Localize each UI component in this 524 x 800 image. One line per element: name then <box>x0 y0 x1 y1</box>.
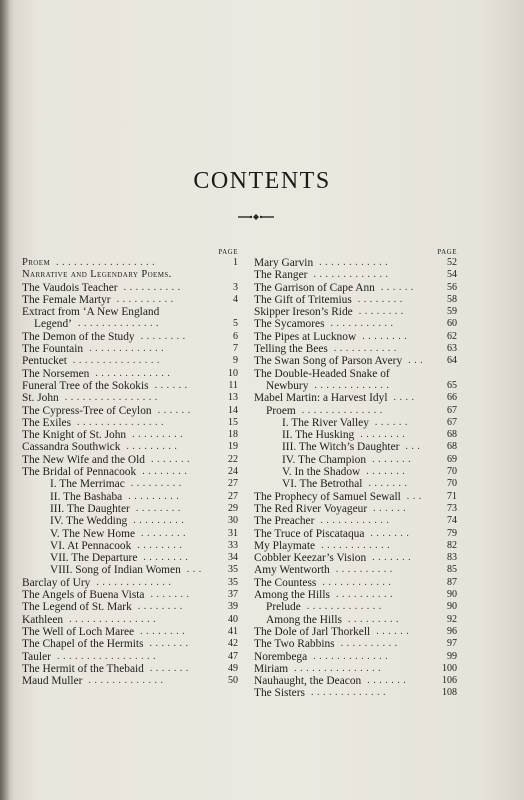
entry-title: The Female Martyr <box>22 293 111 306</box>
entry-title: The Legend of St. Mark <box>22 601 132 614</box>
dot-leader: ...... <box>373 502 410 514</box>
dot-leader: ........ <box>137 539 186 551</box>
contents-entry <box>22 318 238 330</box>
entry-title: The Knight of St. John <box>22 429 127 442</box>
contents-entry <box>254 478 457 490</box>
dot-leader: ...... <box>157 404 194 416</box>
dot-leader: ......... <box>128 490 183 502</box>
contents-entry <box>254 269 457 281</box>
entry-page-number: 56 <box>447 281 457 293</box>
dot-leader: ........ <box>360 429 409 441</box>
contents-entry <box>254 687 457 699</box>
entry-page-number: 82 <box>447 539 457 551</box>
contents-entry <box>254 515 457 527</box>
entry-page-number: 47 <box>228 650 238 662</box>
contents-entry <box>254 429 457 441</box>
entry-page-number: 83 <box>447 552 457 564</box>
entry-title: The Cypress-Tree of Ceylon <box>22 404 152 417</box>
entry-title: The New Wife and the Old <box>22 453 146 466</box>
contents-entry <box>22 478 238 490</box>
entry-title: The Demon of the Study <box>22 330 135 343</box>
entry-title: The Norsemen <box>22 367 90 380</box>
entry-title: Pentucket <box>22 355 67 368</box>
dot-leader: ........ <box>357 293 406 305</box>
entry-page-number: 67 <box>447 404 457 416</box>
dot-leader: ............ <box>320 515 393 527</box>
dot-leader: ... <box>408 355 427 367</box>
dot-leader: ........ <box>135 502 184 514</box>
entry-title: The Double-Headed Snake of <box>254 367 390 380</box>
contents-entry <box>254 294 457 306</box>
dot-leader: ............. <box>88 675 167 687</box>
entry-title: The Sycamores <box>254 318 325 331</box>
entry-page-number: 14 <box>228 404 238 416</box>
dot-leader: ... <box>186 564 205 576</box>
entry-page-number: 62 <box>447 330 457 342</box>
entry-title: The Gift of Tritemius <box>254 293 352 306</box>
entry-title: V. The New Home <box>50 527 135 540</box>
page-column-header: PAGE <box>437 248 457 256</box>
entry-title: VI. The Betrothal <box>282 478 363 491</box>
entry-page-number: 60 <box>447 318 457 330</box>
entry-title: II. The Husking <box>282 429 355 442</box>
contents-entry <box>254 282 457 294</box>
entry-page-number: 3 <box>233 281 238 293</box>
entry-page-number: 90 <box>447 589 457 601</box>
entry-title: Maud Muller <box>22 675 83 688</box>
page-gutter-shadow <box>0 0 10 800</box>
contents-entry <box>254 392 457 404</box>
entry-page-number: 106 <box>442 675 457 687</box>
entry-title: The Garrison of Cape Ann <box>254 281 375 294</box>
entry-page-number: 71 <box>447 490 457 502</box>
entry-title: The Exiles <box>22 416 72 429</box>
contents-column-left <box>22 247 238 687</box>
entry-page-number: 11 <box>228 379 238 391</box>
entry-page-number: 54 <box>447 269 457 281</box>
entry-page-number: 29 <box>228 502 238 514</box>
entry-page-number: 70 <box>447 466 457 478</box>
dot-leader: ....... <box>372 552 415 564</box>
entry-page-number: 22 <box>228 453 238 465</box>
dot-leader: ............. <box>313 650 392 662</box>
dot-leader: ...... <box>374 416 411 428</box>
entry-page-number: 49 <box>228 662 238 674</box>
contents-entry <box>22 355 238 367</box>
contents-entry <box>254 318 457 330</box>
dot-leader: ........ <box>362 330 411 342</box>
entry-page-number: 108 <box>442 687 457 699</box>
contents-entry <box>22 515 238 527</box>
contents-entry <box>254 663 457 675</box>
contents-entry <box>22 564 238 576</box>
contents-entry <box>254 540 457 552</box>
contents-entry <box>254 441 457 453</box>
dot-leader: ........ <box>141 527 189 539</box>
entry-title: Funeral Tree of the Sokokis <box>22 379 149 392</box>
dot-leader: ............... <box>77 416 168 428</box>
dot-leader: .......... <box>340 638 401 650</box>
dot-leader: ........ <box>140 330 189 342</box>
entry-page-number: 68 <box>447 429 457 441</box>
dot-leader: .......... <box>116 293 177 305</box>
entry-title: Norembega <box>254 650 308 663</box>
entry-page-number: 24 <box>228 466 238 478</box>
contents-entry <box>254 306 457 318</box>
contents-entry <box>254 491 457 503</box>
page-title: CONTENTS <box>193 168 331 194</box>
contents-list-right <box>254 257 457 700</box>
dot-leader: ....... <box>150 589 193 601</box>
entry-page-number: 35 <box>228 576 238 588</box>
entry-title: The Well of Loch Maree <box>22 625 135 638</box>
entry-title: Prelude <box>266 601 301 614</box>
contents-entry <box>22 491 238 503</box>
dot-leader: ......... <box>126 441 181 453</box>
entry-title: The Prophecy of Samuel Sewall <box>254 490 401 503</box>
entry-title: The Red River Voyageur <box>254 502 368 515</box>
entry-title: Proem <box>266 404 296 417</box>
dot-leader: ................. <box>56 650 159 662</box>
contents-entry <box>22 651 238 663</box>
dot-leader: ............ <box>319 257 392 268</box>
contents-entry <box>254 614 457 626</box>
entry-page-number: 13 <box>228 392 238 404</box>
entry-title: Legend’ <box>34 318 72 331</box>
contents-entry <box>22 405 238 417</box>
entry-title: Extract from ‘A New England <box>22 306 160 319</box>
entry-title: The Hermit of the Thebaid <box>22 662 144 675</box>
contents-entry <box>22 663 238 675</box>
dot-leader: ............. <box>310 687 389 699</box>
dot-leader: ............... <box>72 355 163 367</box>
entry-page-number: 100 <box>442 662 457 674</box>
dot-leader: .............. <box>301 404 386 416</box>
entry-page-number: 70 <box>447 478 457 490</box>
contents-entry <box>22 417 238 429</box>
entry-page-number: 97 <box>447 638 457 650</box>
entry-page-number: 37 <box>228 589 238 601</box>
contents-entry <box>254 503 457 515</box>
entry-title: Kathleen <box>22 613 64 626</box>
dot-leader: ......... <box>347 613 402 625</box>
contents-column-right <box>254 247 457 700</box>
entry-page-number: 19 <box>228 441 238 453</box>
entry-page-number: 99 <box>447 650 457 662</box>
contents-entry <box>22 601 238 613</box>
contents-entry <box>254 638 457 650</box>
dot-leader: ............... <box>69 613 160 625</box>
entry-page-number: 6 <box>233 330 238 342</box>
entry-title: Nauhaught, the Deacon <box>254 675 362 688</box>
entry-title: Narrative and Legendary Poems. <box>22 269 172 281</box>
dot-leader: ......... <box>132 429 187 441</box>
contents-entry <box>22 589 238 601</box>
entry-title: VII. The Departure <box>50 552 138 565</box>
dot-leader: ...... <box>380 281 417 293</box>
entry-title: I. The River Valley <box>282 416 369 429</box>
entry-page-number: 7 <box>233 343 238 355</box>
entry-title: Mabel Martin: a Harvest Idyl <box>254 392 388 405</box>
entry-title: V. In the Shadow <box>282 466 361 479</box>
dot-leader: ................. <box>56 257 159 268</box>
entry-page-number: 96 <box>447 625 457 637</box>
entry-page-number: 64 <box>447 355 457 367</box>
contents-entry <box>22 269 238 281</box>
entry-page-number: 27 <box>228 490 238 502</box>
entry-page-number: 65 <box>447 379 457 391</box>
entry-title: III. The Witch’s Daughter <box>282 441 400 454</box>
entry-title: Skipper Ireson’s Ride <box>254 306 353 319</box>
dot-leader: ............... <box>294 662 385 674</box>
entry-title: The Swan Song of Parson Avery <box>254 355 403 368</box>
entry-page-number: 92 <box>447 613 457 625</box>
dot-leader: .............. <box>77 318 162 330</box>
dot-leader: ......... <box>130 478 185 490</box>
dot-leader: ............. <box>313 269 392 281</box>
entry-page-number: 87 <box>447 576 457 588</box>
contents-entry <box>22 392 238 404</box>
ornament-divider-icon <box>236 212 276 222</box>
contents-entry <box>22 429 238 441</box>
entry-title: VIII. Song of Indian Women <box>50 564 181 577</box>
contents-entry <box>22 466 238 478</box>
entry-page-number: 41 <box>228 625 238 637</box>
contents-entry <box>22 675 238 687</box>
dot-leader: ....... <box>149 638 192 650</box>
contents-entry <box>22 343 238 355</box>
contents-entry <box>22 626 238 638</box>
dot-leader: ........... <box>330 318 397 330</box>
dot-leader: ........ <box>143 552 192 564</box>
dot-leader: ...... <box>154 379 191 391</box>
contents-entry <box>22 528 238 540</box>
contents-entry <box>22 614 238 626</box>
contents-entry <box>254 626 457 638</box>
entry-title: The Dole of Jarl Thorkell <box>254 625 371 638</box>
contents-entry <box>254 331 457 343</box>
entry-page-number: 1 <box>233 257 238 268</box>
dot-leader: ............. <box>96 576 175 588</box>
entry-title: Miriam <box>254 662 289 675</box>
dot-leader: ....... <box>367 675 410 687</box>
dot-leader: ........ <box>140 625 189 637</box>
entry-title: The Two Rabbins <box>254 638 335 651</box>
dot-leader: ... <box>405 441 424 453</box>
entry-page-number: 33 <box>228 539 238 551</box>
dot-leader: ............ <box>321 539 394 551</box>
entry-title: The Bridal of Pennacook <box>22 466 137 479</box>
entry-page-number: 42 <box>228 638 238 650</box>
dot-leader: ....... <box>151 453 194 465</box>
contents-entry <box>22 454 238 466</box>
contents-entry <box>254 343 457 355</box>
entry-page-number: 66 <box>447 392 457 404</box>
entry-title: Amy Wentworth <box>254 564 330 577</box>
dot-leader: ....... <box>370 527 413 539</box>
dot-leader: ............. <box>95 367 174 379</box>
entry-title: I. The Merrimac <box>50 478 125 491</box>
entry-page-number: 74 <box>447 515 457 527</box>
entry-page-number: 4 <box>233 293 238 305</box>
contents-entry <box>22 441 238 453</box>
entry-page-number: 52 <box>447 257 457 268</box>
entry-title: My Playmate <box>254 539 316 552</box>
contents-entry <box>254 564 457 576</box>
entry-title: The Ranger <box>254 269 308 282</box>
entry-title: IV. The Wedding <box>50 515 128 528</box>
contents-entry <box>22 282 238 294</box>
contents-entry <box>254 405 457 417</box>
dot-leader: .......... <box>335 589 396 601</box>
contents-entry <box>254 417 457 429</box>
contents-entry <box>22 638 238 650</box>
entry-title: IV. The Champion <box>282 453 367 466</box>
entry-page-number: 73 <box>447 502 457 514</box>
contents-entry <box>254 257 457 269</box>
entry-title: Mary Garvin <box>254 257 314 269</box>
entry-page-number: 67 <box>447 416 457 428</box>
entry-page-number: 40 <box>228 613 238 625</box>
entry-title: Barclay of Ury <box>22 576 91 589</box>
dot-leader: ............. <box>89 343 168 355</box>
dot-leader: ....... <box>368 478 411 490</box>
contents-entry <box>22 552 238 564</box>
entry-title: III. The Daughter <box>50 502 130 515</box>
dot-leader: ....... <box>372 453 415 465</box>
contents-entry <box>22 503 238 515</box>
dot-leader: ............ <box>322 576 395 588</box>
dot-leader: ....... <box>149 662 192 674</box>
entry-title: The Sisters <box>254 687 305 700</box>
dot-leader: ........ <box>137 601 186 613</box>
entry-title: Cassandra Southwick <box>22 441 121 454</box>
contents-entry <box>254 355 457 367</box>
contents-entry <box>254 589 457 601</box>
contents-entry <box>22 577 238 589</box>
entry-title: Tauler <box>22 650 51 663</box>
contents-entry <box>254 380 457 392</box>
contents-entry <box>22 380 238 392</box>
entry-page-number: 59 <box>447 306 457 318</box>
contents-entry <box>22 257 238 269</box>
dot-leader: ............. <box>306 601 385 613</box>
contents-entry <box>254 651 457 663</box>
entry-page-number: 39 <box>228 601 238 613</box>
dot-leader: ....... <box>366 466 409 478</box>
contents-entry <box>254 675 457 687</box>
contents-entry <box>22 540 238 552</box>
entry-title: The Chapel of the Hermits <box>22 638 144 651</box>
entry-title: The Fountain <box>22 343 84 356</box>
entry-page-number: 34 <box>228 552 238 564</box>
entry-page-number: 69 <box>447 453 457 465</box>
contents-entry <box>254 368 457 380</box>
entry-page-number: 27 <box>228 478 238 490</box>
contents-entry <box>22 368 238 380</box>
entry-title: II. The Bashaba <box>50 490 123 503</box>
contents-entry <box>22 331 238 343</box>
entry-title: The Preacher <box>254 515 315 528</box>
page-column-header: PAGE <box>218 248 238 256</box>
entry-page-number: 90 <box>447 601 457 613</box>
entry-page-number: 79 <box>447 527 457 539</box>
entry-page-number: 18 <box>228 429 238 441</box>
contents-entry <box>254 528 457 540</box>
entry-title: Cobbler Keezar’s Vision <box>254 552 367 565</box>
contents-list-left <box>22 257 238 687</box>
entry-title: The Vaudois Teacher <box>22 281 118 294</box>
entry-page-number: 30 <box>228 515 238 527</box>
entry-title: Newbury <box>266 379 309 392</box>
dot-leader: ........ <box>142 466 191 478</box>
contents-entry <box>254 601 457 613</box>
contents-entry <box>254 454 457 466</box>
contents-entry <box>22 306 238 318</box>
contents-entry <box>254 577 457 589</box>
dot-leader: ................ <box>64 392 161 404</box>
entry-page-number: 68 <box>447 441 457 453</box>
contents-entry <box>254 552 457 564</box>
entry-title: The Countess <box>254 576 317 589</box>
entry-page-number: 50 <box>228 675 238 687</box>
entry-page-number: 58 <box>447 293 457 305</box>
entry-page-number: 10 <box>228 367 238 379</box>
entry-title: VI. At Pennacook <box>50 539 132 552</box>
entry-title: The Truce of Piscataqua <box>254 527 365 540</box>
entry-title: Among the Hills <box>266 613 342 626</box>
entry-page-number: 31 <box>228 527 238 539</box>
entry-title: St. John <box>22 392 59 405</box>
dot-leader: ...... <box>376 625 413 637</box>
contents-entry <box>254 466 457 478</box>
entry-page-number: 35 <box>228 564 238 576</box>
entry-page-number: 15 <box>228 416 238 428</box>
contents-entry <box>22 294 238 306</box>
entry-page-number: 5 <box>233 318 238 330</box>
dot-leader: .... <box>393 392 418 404</box>
entry-page-number: 85 <box>447 564 457 576</box>
entry-title: Among the Hills <box>254 589 330 602</box>
dot-leader: .......... <box>123 281 184 293</box>
entry-title: Proem <box>22 257 51 268</box>
dot-leader: .......... <box>335 564 396 576</box>
dot-leader: ........... <box>333 343 400 355</box>
entry-title: The Angels of Buena Vista <box>22 589 145 602</box>
entry-page-number: 63 <box>447 343 457 355</box>
dot-leader: ........ <box>358 306 407 318</box>
entry-title: The Pipes at Lucknow <box>254 330 357 343</box>
entry-page-number: 9 <box>233 355 238 367</box>
dot-leader: ......... <box>133 515 188 527</box>
dot-leader: ... <box>406 490 425 502</box>
entry-title: Telling the Bees <box>254 343 328 356</box>
dot-leader: ............. <box>314 379 393 391</box>
